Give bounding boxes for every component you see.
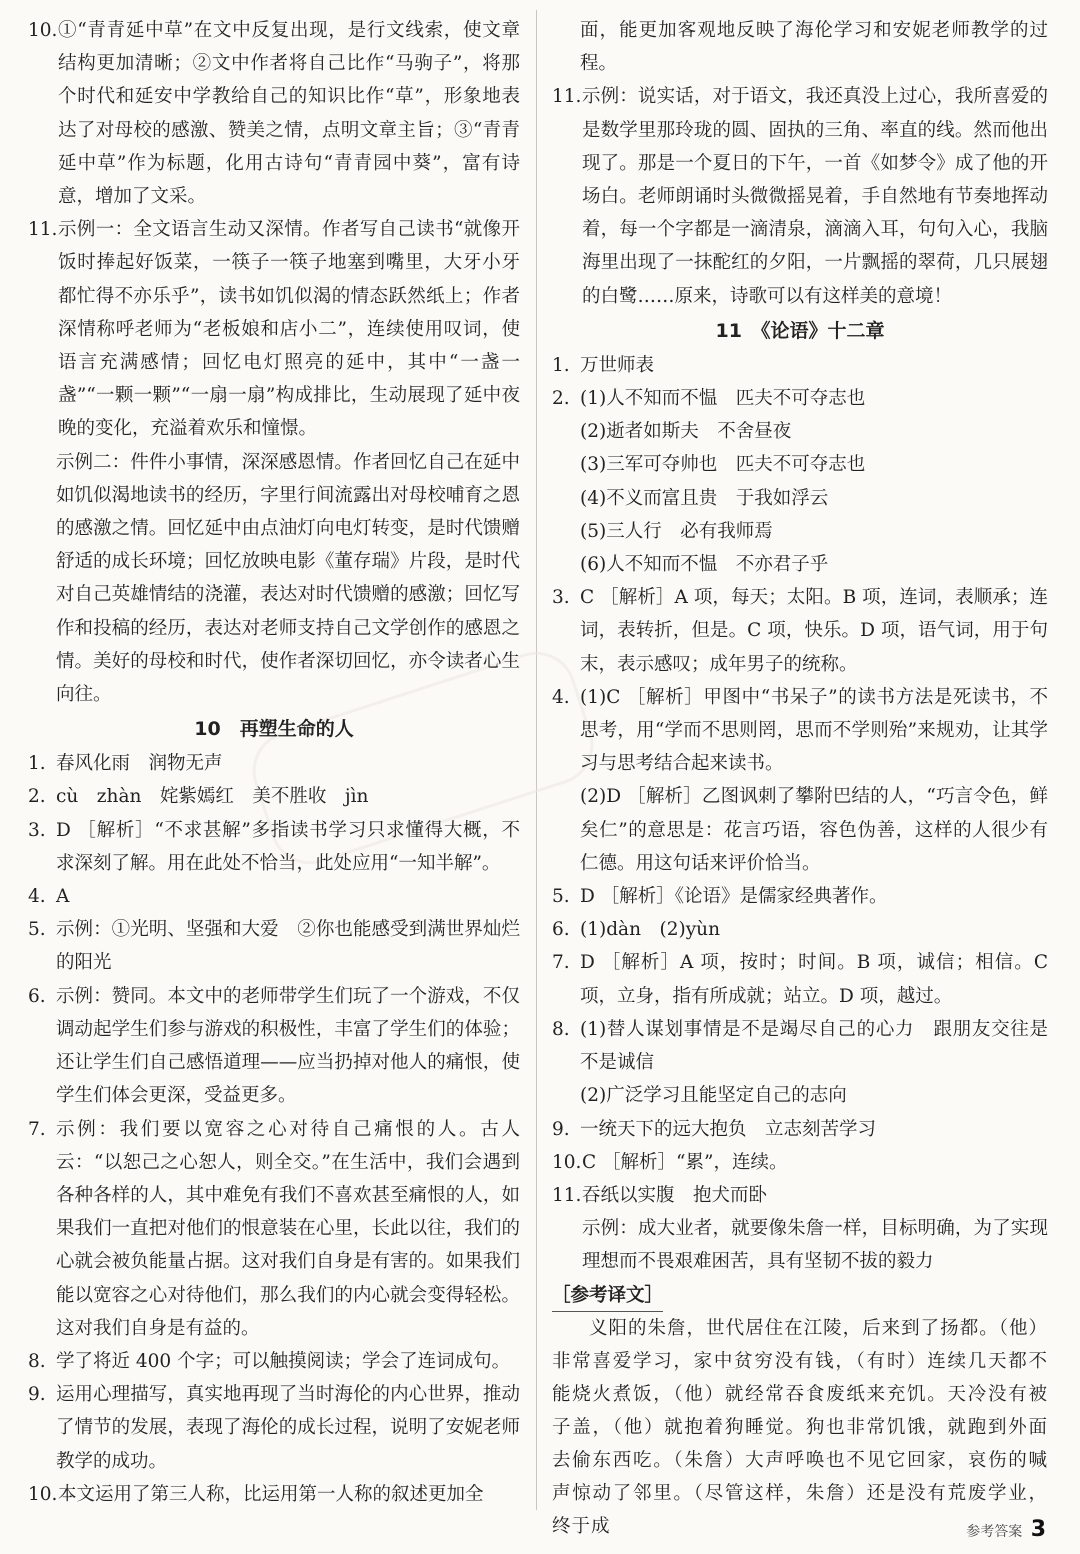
section-title-10: 10 再塑生命的人 — [194, 718, 354, 741]
footer-label: 参考答案 — [966, 1524, 1023, 1540]
right-column — [552, 14, 1048, 1543]
list-item: 1. 万世师表 — [552, 354, 655, 376]
list-item: 2. (1)人不知而不愠 匹夫不可夺志也 (2)逝者如斯夫 不舍昼夜 (3)三军可夺帅也 匹夫不可夺志也 (4)不义而富且贵 于我如浮云 (5)三人行 必有我师焉 (6)人不知而不愠 不亦君子乎 — [552, 388, 866, 576]
page-number: 3 — [1030, 1517, 1046, 1542]
list-item: 11. 吞纸以实腹 抱犬而卧 示例：成大业者，就要像朱詹一样，目标明确，为了实现理想而不畏艰难困苦，具有坚韧不拔的毅力 — [552, 1184, 1048, 1273]
section-10-answers — [28, 747, 520, 1511]
answer-10: 10. ①“青青延中草”在文中反复出现，是行文线索，使文章结构更加清晰；②文中作者将自己比作“马驹子”，将那个时代和延安中学教给自己的知识比作“草”，形象地表达了对母校的感激、赞美之情，点明文章主旨；③“青青延中草”作为标题，化用古诗句“青青园中葵”，富有诗意，增加了文采。 — [28, 20, 520, 208]
list-item: 3. C ［解析］A 项，每天；太阳。B 项，连词，表顺承；连词，表转折，但是。C 项，快乐。D 项，语气词，用于句末，表示感叹；成年男子的统称。 — [552, 587, 1048, 675]
list-item: 4. A — [28, 886, 70, 908]
list-item: 4. (1)C ［解析］甲图中“书呆子”的读书方法是死读书，不思考，用“学而不思则罔，思而不学则殆”来规劝，让其学习与思考结合起来读书。 (2)D ［解析］乙图讽刺了攀附巴结的人，“巧言令色，鲜矣仁”的意思是：花言巧语，容色伪善，这样的人很少有仁德。用这句话来评价恰当。 — [552, 686, 1048, 874]
list-item: 8. (1)替人谋划事情是不是竭尽自己的心力 跟朋友交往是不是诚信 (2)广泛学习且能坚定自己的志向 — [552, 1018, 1048, 1107]
list-item: 6. 示例：赞同。本文中的老师带学生们玩了一个游戏，不仅调动起学生们参与游戏的积极性，丰富了学生们的体验；还让学生们自己感悟道理——应当扔掉对他人的痛恨，使学生们体会更深，受益更多。 — [28, 985, 520, 1107]
reference-translation-label: ［参考译文］ — [552, 1281, 663, 1312]
left-column — [28, 14, 520, 1511]
list-item: 5. 示例：①光明、坚强和大爱 ②你也能感受到满世界灿烂的阳光 — [28, 919, 520, 974]
answer-10-continued: 面，能更加客观地反映了海伦学习和安妮老师教学的过程。 — [580, 20, 1048, 75]
answer-11-essay: 11. 示例：说实话，对于语文，我还真没上过心，我所喜爱的是数学里那玲珑的圆、固执的三角、率直的线。然而他出现了。那是一个夏日的下午，一首《如梦令》成了他的开场白。老师朗诵时头微微摇晃着，手自然地有节奏地挥动着，每一个字都是一滴清泉，滴滴入耳，句句入心，我脑海里出现了一抹酡红的夕阳，一片飘摇的翠荷，几只展翅的白鹭……原来，诗歌可以有这样美的意境！ — [552, 86, 1048, 307]
section-title-11: 11 《论语》十二章 — [715, 319, 885, 342]
answer-11: 11. 示例一：全文语言生动又深情。作者写自己读书“就像开饭时捧起好饭菜，一筷子一筷子地塞到嘴里，大牙小牙都忙得不亦乐乎”，读书如饥似渴的情态跃然纸上；作者深情称呼老师为“老板娘和店小二”，连续使用叹词，使语言充满感情；回忆电灯照亮的延中，其中“一盏一盏”“一颗一颗”“一扇一扇”构成排比，生动展现了延中夜晚的变化，充溢着欢乐和憧憬。 — [28, 219, 520, 440]
list-item: 1. 春风化雨 润物无声 — [28, 753, 223, 775]
list-item: 10. C ［解析］“累”，连续。 — [552, 1151, 788, 1173]
list-item: 8. 学了将近 400 个字；可以触摸阅读；学会了连词成句。 — [28, 1350, 511, 1372]
reference-translation-text: 义阳的朱詹，世代居住在江陵，后来到了扬都。（他）非常喜爱学习，家中贫穷没有钱，（有时）连续几天都不能烧火煮饭，（他）就经常吞食废纸来充饥。天冷没有被子盖，（他）就抱着狗睡觉。狗也非常饥饿，就跑到外面去偷东西吃。（朱詹）大声呼唤也不见它回家，哀伤的喊声惊动了邻里。（尽管这样，朱詹）还是没有荒废学业，终于成 — [552, 1317, 1048, 1537]
list-item: 7. 示例：我们要以宽容之心对待自己痛恨的人。古人云：“以恕己之心恕人，则全交。”在生活中，我们会遇到各种各样的人，其中难免有我们不喜欢甚至痛恨的人，如果我们一直把对他们的恨意装在心里，长此以往，我们的心就会被负能量占据。这对我们自身是有害的。如果我们能以宽容之心对待他们，那么我们的内心就会变得轻松。这对我们自身是有益的。 — [28, 1118, 520, 1339]
page-footer — [966, 1517, 1046, 1542]
answer-11-example-2: 示例二：件件小事情，深深感恩情。作者回忆自己在延中如饥似渴地读书的经历，字里行间流露出对母校哺育之恩的感激之情。回忆延中由点油灯向电灯转变，是时代馈赠舒适的成长环境；回忆放映电影《董存瑞》片段，是时代对自己英雄情结的浇灌，表达对时代馈赠的感激；回忆写作和投稿的经历，表达对老师支持自己文学创作的感恩之情。美好的母校和时代，使作者深切回忆，亦令读者心生向往。 — [56, 451, 520, 706]
list-item: 6. (1)dàn (2)yùn — [552, 919, 720, 941]
list-item: 9. 运用心理描写，真实地再现了当时海伦的内心世界，推动了情节的发展，表现了海伦的成长过程，说明了安妮老师教学的成功。 — [28, 1384, 520, 1472]
list-item: 3. D ［解析］“不求甚解”多指读书学习只求懂得大概，不求深刻了解。用在此处不恰当，此处应用“一知半解”。 — [28, 819, 520, 874]
list-item: 7. D ［解析］A 项，按时；时间。B 项，诚信；相信。C 项，立身，指有所成就；站立。D 项，越过。 — [552, 952, 1048, 1007]
list-item: 2. cù zhàn 姹紫嫣红 美不胜收 jìn — [28, 786, 369, 808]
list-item: 10. 本文运用了第三人称，比运用第一人称的叙述更加全 — [28, 1483, 484, 1505]
list-item: 9. 一统天下的远大抱负 立志刻苦学习 — [552, 1118, 877, 1140]
list-item: 5. D ［解析］《论语》是儒家经典著作。 — [552, 886, 888, 908]
